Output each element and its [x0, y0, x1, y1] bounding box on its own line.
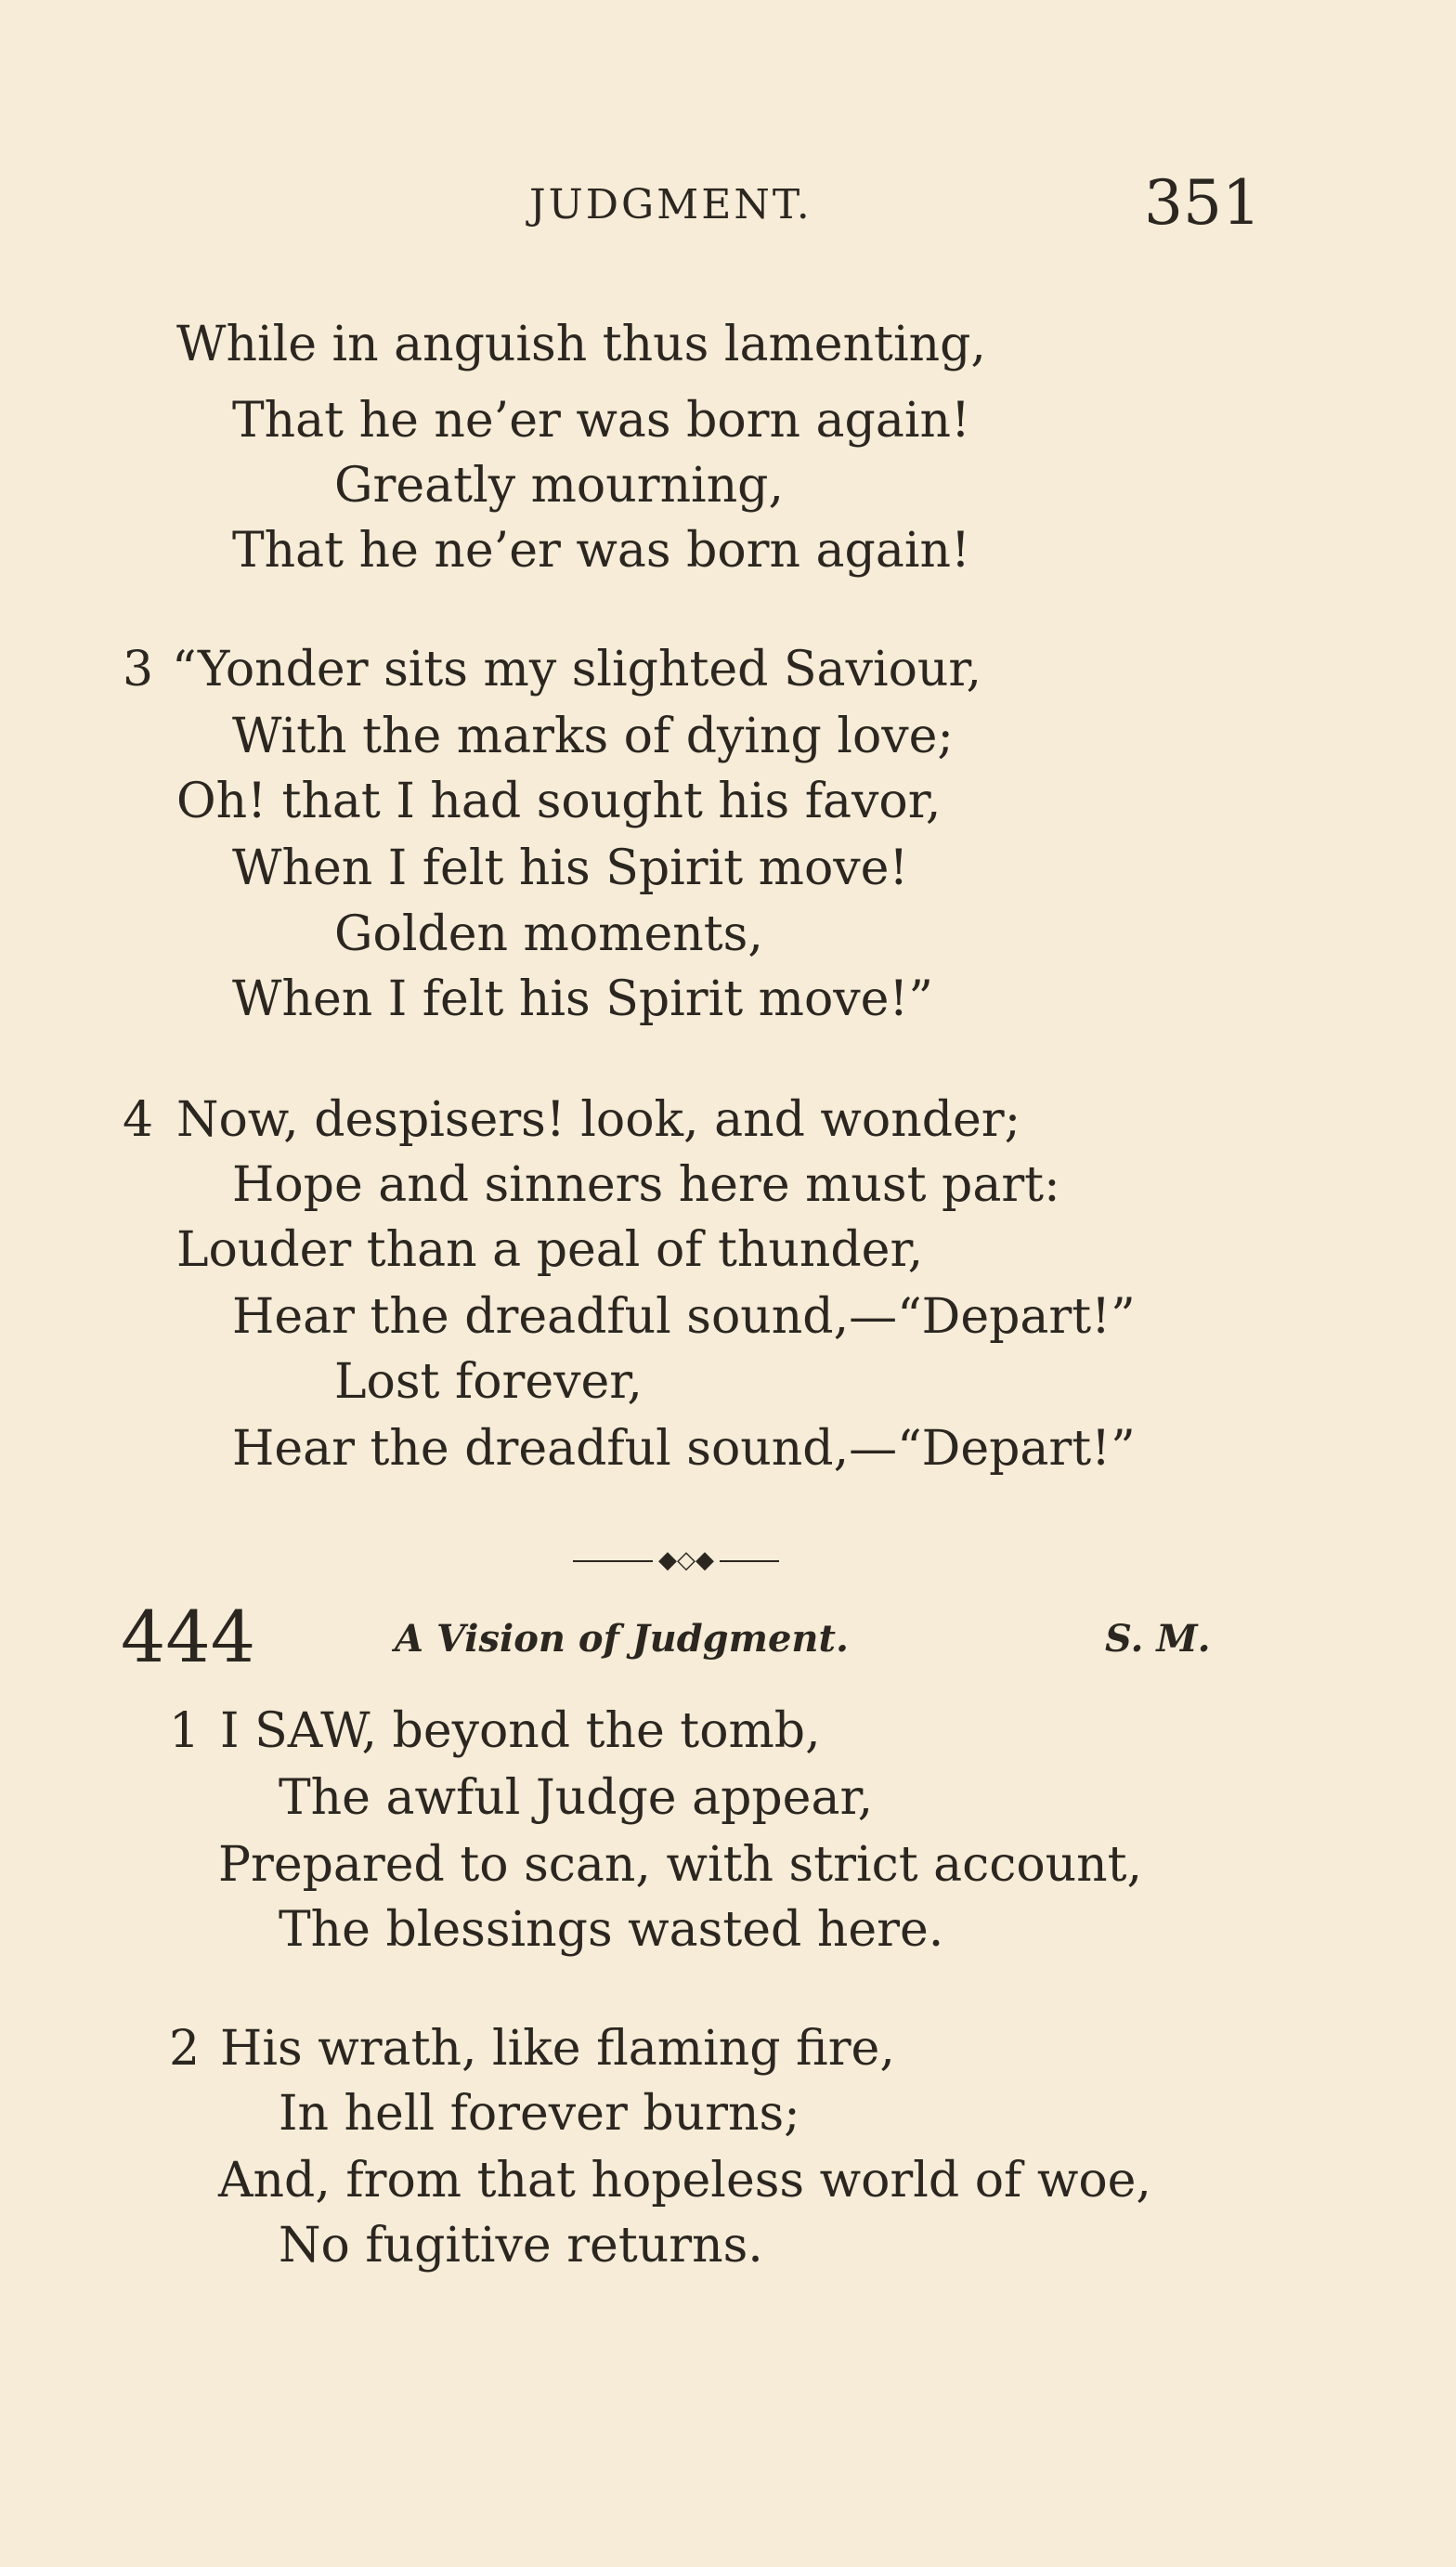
stanza-line: The awful Judge appear,	[279, 1770, 874, 1826]
stanza-line: The blessings wasted here.	[279, 1902, 944, 1958]
stanza-line: In hell forever burns;	[279, 2086, 800, 2142]
stanza-line: When I felt his Spirit move!”	[232, 971, 933, 1027]
stanza-line: Golden moments,	[334, 906, 763, 962]
stanza-number: 3	[123, 642, 154, 697]
stanza-line: Hear the dreadful sound,—“Depart!”	[232, 1289, 1136, 1345]
running-head: JUDGMENT.	[529, 181, 812, 228]
stanza-line: No fugitive returns.	[279, 2218, 763, 2274]
stanza-line: That he ne’er was born again!	[232, 393, 970, 449]
stanza-line: While in anguish thus lamenting,	[176, 317, 986, 372]
hymn-number: 444	[121, 1596, 256, 1678]
hymn-title: A Vision of Judgment.	[395, 1617, 849, 1661]
stanza-line: His wrath, like flaming fire,	[220, 2021, 895, 2077]
stanza-line: Prepared to scan, with strict account,	[218, 1837, 1143, 1893]
stanza-line: And, from that hopeless world of woe,	[218, 2153, 1151, 2209]
stanza-line: With the marks of dying love;	[232, 709, 954, 764]
stanza-number: 4	[123, 1092, 154, 1148]
stanza-number: 1	[169, 1703, 201, 1759]
page-number: 351	[1144, 167, 1261, 239]
stanza-number: 2	[169, 2021, 201, 2077]
stanza-line: Greatly mourning,	[334, 458, 784, 514]
stanza-line: Now, despisers! look, and wonder;	[176, 1092, 1021, 1148]
stanza-line: Louder than a peal of thunder,	[176, 1222, 924, 1278]
stanza-line: That he ne’er was born again!	[232, 523, 970, 579]
stanza-line: Hear the dreadful sound,—“Depart!”	[232, 1421, 1136, 1477]
divider-ornament: ◆◇◆	[653, 1548, 720, 1572]
hymn-meter: S. M.	[1105, 1617, 1211, 1661]
stanza-line: Hope and sinners here must part:	[232, 1157, 1060, 1213]
stanza-line: When I felt his Spirit move!	[232, 840, 909, 896]
stanza-line: I SAW, beyond the tomb,	[220, 1703, 821, 1759]
stanza-line: “Yonder sits my slighted Saviour,	[172, 642, 982, 697]
stanza-line: Lost forever,	[334, 1354, 643, 1410]
stanza-line: Oh! that I had sought his favor,	[176, 774, 942, 829]
